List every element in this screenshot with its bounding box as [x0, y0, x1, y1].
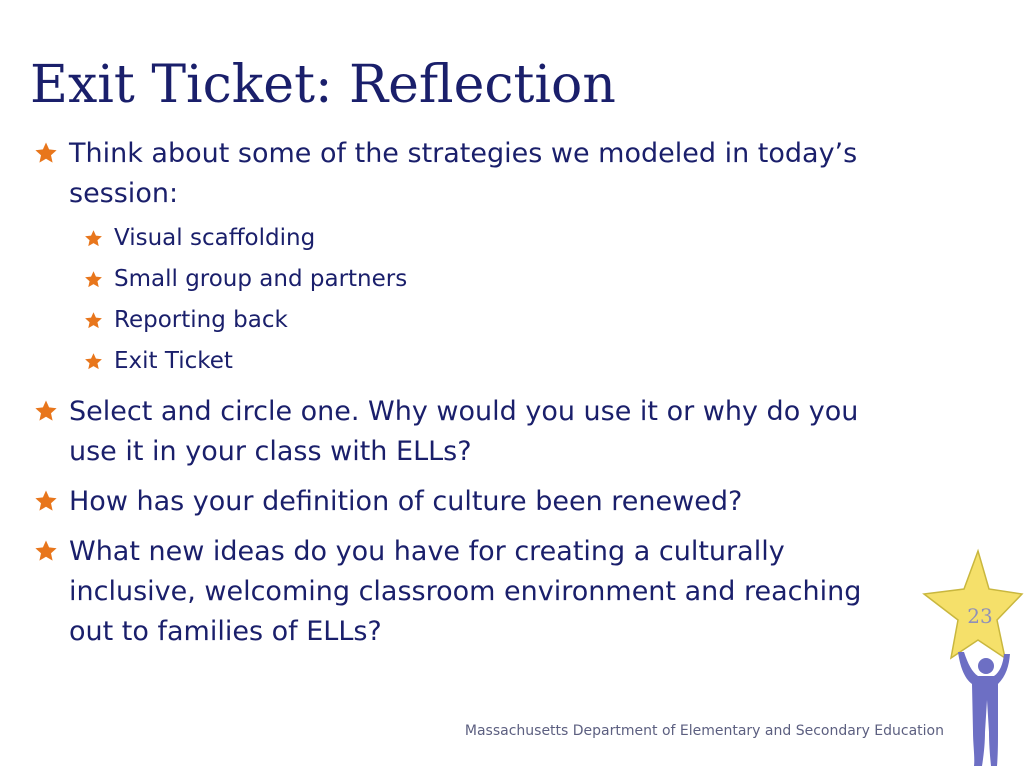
- bullet-text: What new ideas do you have for creating a culturally inclusive, welcoming classroom environment and reaching out to families of ELLs?: [69, 536, 862, 647]
- page-number: 23: [967, 604, 993, 628]
- bullet-item: [34, 482, 914, 522]
- bullet-text: Select and circle one. Why would you use it or why do you use it in your class with ELLs?: [69, 396, 859, 467]
- sub-bullet-item: [84, 259, 914, 300]
- sub-bullet-item: [84, 341, 914, 382]
- star-bullet-icon: [84, 352, 103, 371]
- star-bullet-icon: [84, 229, 103, 248]
- bullet-list: [34, 134, 914, 662]
- star-bullet-icon: [34, 489, 58, 513]
- bullet-item: [34, 134, 914, 382]
- slide-title: Exit Ticket: Reflection: [30, 55, 616, 115]
- star-bullet-icon: [34, 141, 58, 165]
- star-bullet-icon: [84, 270, 103, 289]
- sub-bullet-list: [84, 218, 914, 382]
- sub-bullet-text: Visual scaffolding: [114, 225, 316, 251]
- footer-text: Massachusetts Department of Elementary and Secondary Education: [464, 723, 944, 739]
- sub-bullet-item: [84, 218, 914, 259]
- star-bullet-icon: [34, 399, 58, 423]
- bullet-text: How has your definition of culture been renewed?: [69, 486, 743, 517]
- bullet-item: [34, 532, 914, 652]
- sub-bullet-item: [84, 300, 914, 341]
- bullet-item: [34, 392, 914, 472]
- bullet-text: Think about some of the strategies we modeled in today’s session:: [69, 138, 858, 209]
- star-bullet-icon: [84, 311, 103, 330]
- star-bullet-icon: [34, 539, 58, 563]
- sub-bullet-text: Reporting back: [114, 307, 288, 333]
- sub-bullet-text: Exit Ticket: [114, 348, 233, 374]
- sub-bullet-text: Small group and partners: [114, 266, 408, 292]
